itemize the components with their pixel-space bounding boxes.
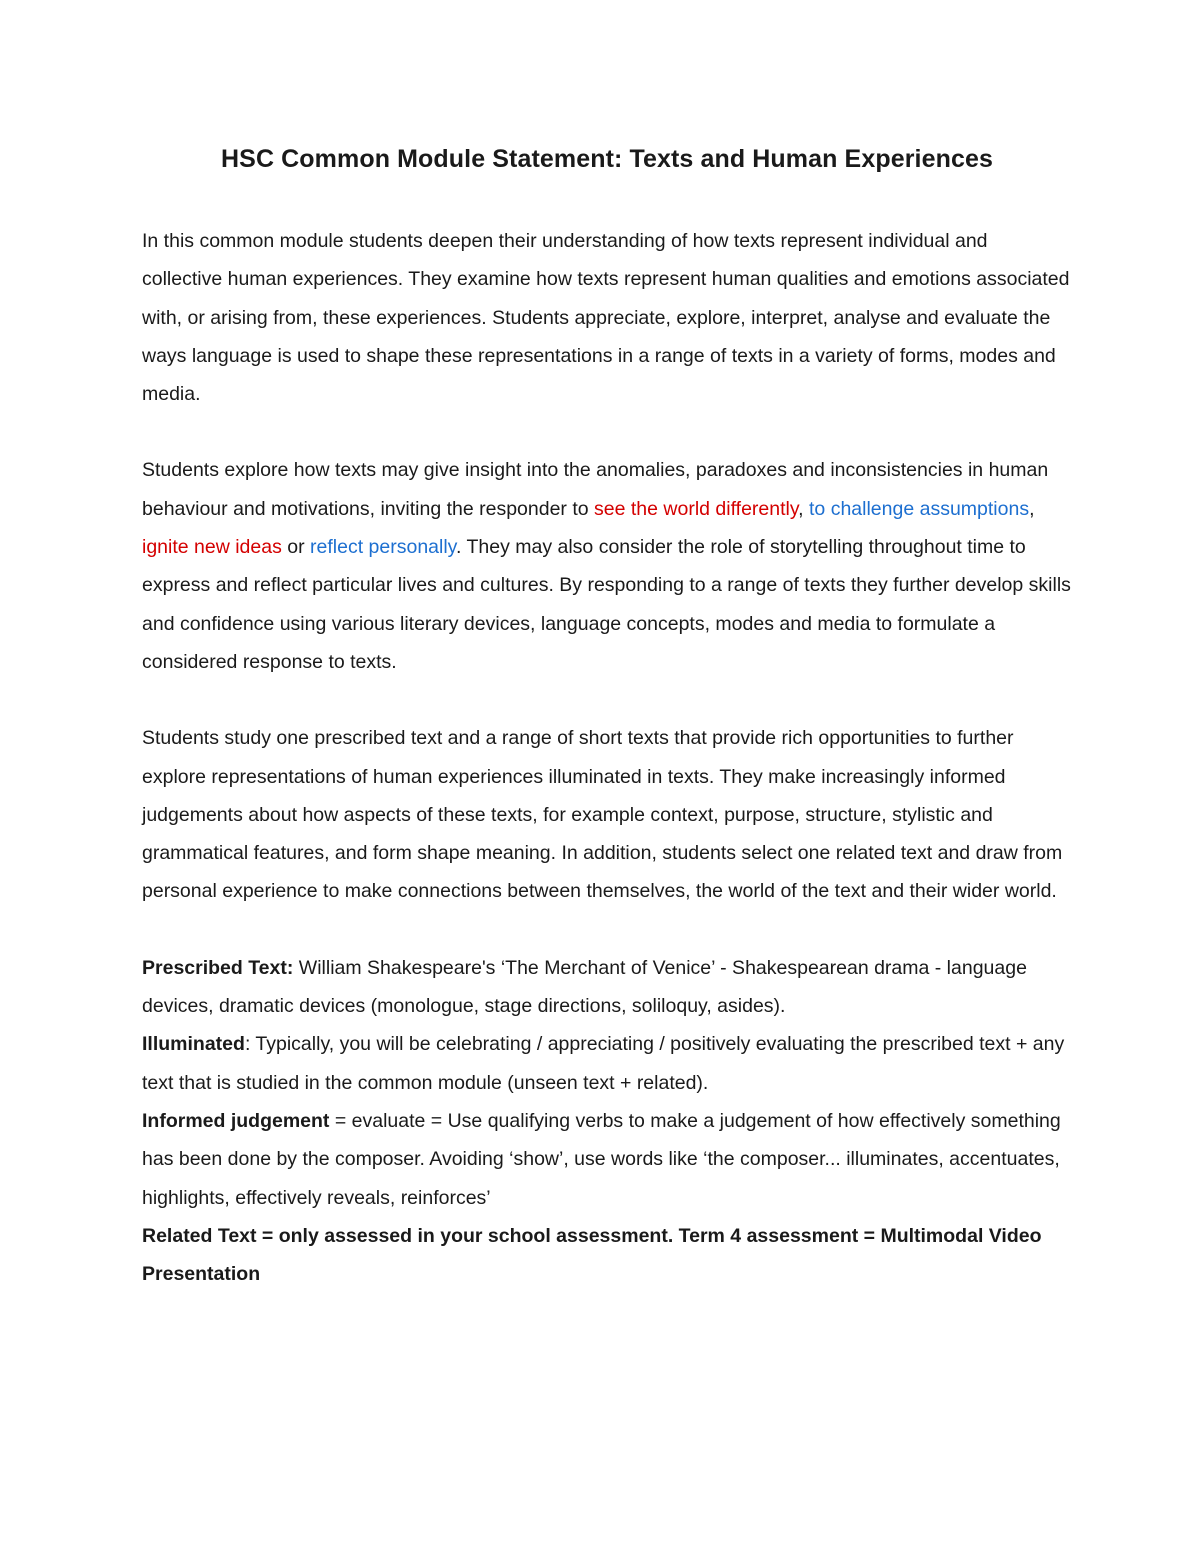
separator-2: , [1029,497,1035,520]
paragraph-insight-end: . They may also consider the role of storytelling throughout time to express and reflect particular lives and cultures. By responding to a range of texts they further develop skills and confidence using various literary devices, language concepts, modes and media to formulate a considered response to texts. [142,536,1071,673]
paragraph-intro: In this common module students deepen their understanding of how texts represent individual and collective human experiences. They examine how texts represent human qualities and emotions associated with, or arising from, these experiences. Students appreciate, explore, interpret, analyse and evaluate the ways language is used to shape these representations in a range of texts in a variety of forms, modes and media. [142,230,1070,406]
separator-3: or [281,536,311,559]
note-prescribed-body: William Shakespeare's ‘The Merchant of Venice’ - Shakespearean drama - language devices, dramatic devices (monologue, stage directions, soliloquy, asides). [142,956,1027,1018]
paragraph-insight [142,451,1072,681]
note-prescribed-label: Prescribed Text: [142,956,294,979]
note-illuminated-body: : Typically, you will be celebrating / appreciating / positively evaluating the prescribed text + any text that is studied in the common module (unseen text + related). [142,1033,1065,1094]
highlight-ignite-new-ideas: ignite new ideas [142,536,282,559]
note-related-body: Related Text = only assessed in your school assessment. Term 4 assessment = Multimodal Video Presentation [142,1224,1042,1286]
highlight-reflect-personally: reflect personally [310,536,456,559]
document-title: HSC Common Module Statement: Texts and Human Experiences [221,145,993,173]
notes-section [142,949,1072,1294]
note-informed-body: = evaluate = Use qualifying verbs to make a judgement of how effectively something has been done by the composer. Avoiding ‘show’, use words like ‘the composer... illuminates, accentuates, highlights, effectively reveals, reinforces’ [142,1109,1061,1209]
note-related-text [142,1217,1072,1294]
note-informed-label: Informed judgement [142,1109,330,1132]
document-page [142,140,1072,1293]
note-illuminated-label: Illuminated [142,1033,245,1056]
paragraph-insight-start: Students explore how texts may give insight into the anomalies, paradoxes and inconsistencies in human behaviour and motivations, inviting the responder to [142,459,1049,520]
note-prescribed-text [142,949,1072,1026]
note-illuminated [142,1025,1072,1102]
separator-1: , [798,497,810,520]
highlight-see-world-differently: see the world differently [594,497,799,520]
paragraph-study: Students study one prescribed text and a range of short texts that provide rich opportunities to further explore representations of human experiences illuminated in texts. They make increasingly informed judgements about how aspects of these texts, for example context, purpose, structure, stylistic and grammatical features, and form shape meaning. In addition, students select one related text and draw from personal experience to make connections between themselves, the world of the text and their wider world. [142,727,1063,903]
highlight-challenge-assumptions: to challenge assumptions [809,497,1030,520]
note-informed-judgement [142,1102,1072,1217]
